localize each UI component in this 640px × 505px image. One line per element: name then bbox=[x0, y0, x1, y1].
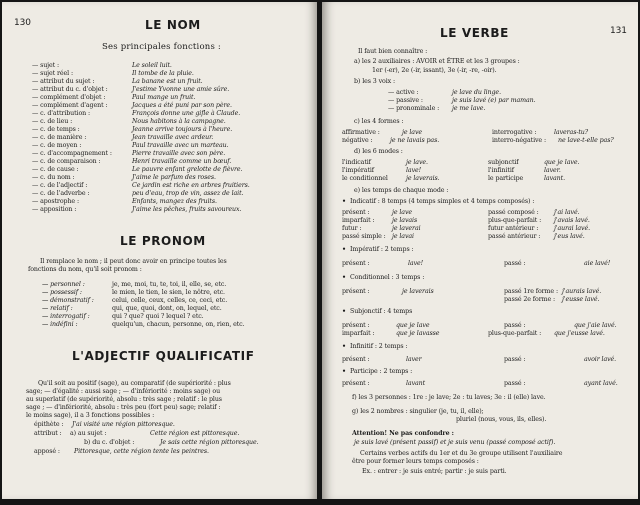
bullet: • bbox=[342, 246, 346, 253]
certains-line: être pour former leurs temps composés : bbox=[352, 458, 479, 465]
mode-label: le conditionnel bbox=[342, 175, 388, 182]
tense-label: futur antérieur : bbox=[488, 225, 539, 232]
pronom-type-examples: qui ? que? quoi ? lequel ? etc. bbox=[112, 313, 204, 320]
exemple-line: Ex. : entrer : je suis entré; partir : je suis parti. bbox=[362, 468, 507, 475]
function-example: peu d'eau, trop de vin, assez de lait. bbox=[132, 190, 244, 197]
personnes-line: f) les 3 personnes : 1re : je lave; 2e : tu laves; 3e : il (elle) lave. bbox=[352, 394, 546, 401]
function-label: — c. de cause : bbox=[32, 166, 79, 173]
forme-label: interro-négative : bbox=[492, 137, 546, 144]
subtitle: Ses principales fonctions : bbox=[102, 42, 221, 52]
formes-title: c) les 4 formes : bbox=[354, 118, 404, 125]
function-label: — c. de l'adverbe : bbox=[32, 190, 90, 197]
function-label: — sujet réel : bbox=[32, 70, 73, 77]
tense-example: je lavais bbox=[392, 217, 418, 224]
tense-label: passé antérieur : bbox=[488, 233, 541, 240]
tense-label: présent : bbox=[342, 380, 370, 387]
nombres-line: g) les 2 nombres : singulier (je, tu, il, elle); bbox=[352, 408, 484, 415]
function-example: Henri travaille comme un bœuf. bbox=[132, 158, 232, 165]
indicatif-title: Indicatif : 8 temps (4 temps simples et 4 temps composés) : bbox=[350, 198, 535, 205]
bullet: • bbox=[342, 274, 346, 281]
function-example: Ce jardin est riche en arbres fruitiers. bbox=[132, 182, 250, 189]
tense-example: lave! bbox=[408, 260, 424, 267]
tense-example: ayant lavé. bbox=[584, 380, 618, 387]
function-example: Paul travaille avec un marteau. bbox=[132, 142, 229, 149]
right-page bbox=[322, 2, 638, 499]
mode-example: je lave. bbox=[406, 159, 428, 166]
function-example: Jeanne arrive toujours à l'heure. bbox=[132, 126, 233, 133]
bullet: • bbox=[342, 343, 346, 350]
tense-example: avoir lavé. bbox=[584, 356, 617, 363]
tense-label: présent : bbox=[342, 209, 370, 216]
tense-example: j'ai lavé. bbox=[554, 209, 580, 216]
function-label: — c. de temps : bbox=[32, 126, 80, 133]
tense-label: présent : bbox=[342, 288, 370, 295]
auxiliaires-line: a) les 2 auxiliaires : AVOIR et ÊTRE et les 3 groupes : bbox=[354, 58, 520, 65]
forme-label: interrogative : bbox=[492, 129, 537, 136]
bullet: • bbox=[342, 308, 346, 315]
function-label: — c. d'accompagnement : bbox=[32, 150, 112, 157]
tense-label: plus-que-parfait : bbox=[488, 217, 542, 224]
tense-label: passé 1re forme : bbox=[504, 288, 558, 295]
tense-label: plus-que-parfait : bbox=[488, 330, 542, 337]
imperatif-title: Impératif : 2 temps : bbox=[350, 246, 414, 253]
pronom-type-label: — indéfini : bbox=[42, 321, 78, 328]
function-label: — c. de comparaison : bbox=[32, 158, 101, 165]
forme-example: laveras-tu? bbox=[554, 129, 589, 136]
attribut-b-example: Je sais cette région pittoresque. bbox=[160, 439, 259, 446]
tense-example: que je lavasse bbox=[396, 330, 440, 337]
function-label: — complément d'objet : bbox=[32, 94, 106, 101]
mode-label: le participe bbox=[488, 175, 524, 182]
adjectif-text-line: sage ; — d'infériorité, absolu : très peu (fort peu) sage; relatif : bbox=[26, 404, 221, 411]
tense-example: laver bbox=[406, 356, 422, 363]
attention-text: je suis lavé (présent passif) et je suis venu (passé composé actif). bbox=[354, 439, 556, 446]
attribut-b-label: b) du c. d'objet : bbox=[84, 439, 135, 446]
tense-example: j'avais lavé. bbox=[554, 217, 590, 224]
attribut-label: attribut : bbox=[34, 430, 62, 437]
voix-label: — pronominale : bbox=[388, 105, 440, 112]
voix-example: je suis lavé (e) par maman. bbox=[452, 97, 536, 104]
function-label: — sujet : bbox=[32, 62, 60, 69]
tense-label: imparfait : bbox=[342, 330, 375, 337]
mode-example: lave! bbox=[406, 167, 422, 174]
tense-example: je lavai bbox=[392, 233, 414, 240]
pronom-type-examples: quelqu'un, chacun, personne, on, rien, etc. bbox=[112, 321, 245, 328]
section-title-pronom: LE PRONOM bbox=[120, 234, 206, 248]
left-page bbox=[2, 2, 317, 499]
pronom-type-examples: qui, que, quoi, dont, on, lequel, etc. bbox=[112, 305, 222, 312]
epithete-label: épithète : bbox=[34, 421, 64, 428]
tense-label: passé simple : bbox=[342, 233, 386, 240]
page-number: 131 bbox=[610, 26, 627, 36]
mode-example: lavant. bbox=[544, 175, 565, 182]
participe-title: Participe : 2 temps : bbox=[350, 368, 413, 375]
pronom-type-examples: je, me, moi, tu, te, toi, il, elle, se, etc. bbox=[112, 281, 227, 288]
pronom-type-label: — relatif : bbox=[42, 305, 73, 312]
tense-label: présent : bbox=[342, 260, 370, 267]
mode-label: l'indicatif bbox=[342, 159, 371, 166]
tense-example: je lave bbox=[392, 209, 413, 216]
attention-heading: Attention! Ne pas confondre : bbox=[352, 430, 454, 437]
voix-example: je me lave. bbox=[452, 105, 486, 112]
voix-example: je lave du linge. bbox=[452, 89, 501, 96]
adjectif-text-line: Qu'il soit au positif (sage), au comparatif (de supériorité : plus bbox=[38, 380, 231, 387]
function-example: J'estime Yvonne une amie sûre. bbox=[132, 86, 230, 93]
tense-example: j'aurais lavé. bbox=[562, 288, 602, 295]
page-number: 130 bbox=[14, 18, 31, 28]
mode-example: laver. bbox=[544, 167, 561, 174]
function-example: Jacques a été puni par son père. bbox=[132, 102, 232, 109]
forme-example: ne lave-t-elle pas? bbox=[558, 137, 614, 144]
tense-example: que j'aie lavé. bbox=[574, 322, 617, 329]
attribut-a-label: a) au sujet : bbox=[70, 430, 107, 437]
appose-label: apposé : bbox=[34, 448, 60, 455]
function-label: — c. de moyen : bbox=[32, 142, 82, 149]
function-label: — apostrophe : bbox=[32, 198, 79, 205]
function-label: — c. d'attribution : bbox=[32, 110, 91, 117]
pronom-intro: Il remplace le nom ; il peut donc avoir en principe toutes les bbox=[40, 258, 227, 265]
adjectif-text-line: au superlatif (de supériorité, absolu : très sage ; relatif : le plus bbox=[26, 396, 222, 403]
tense-label: passé 2e forme : bbox=[504, 296, 556, 303]
function-example: Pierre travaille avec son père. bbox=[132, 150, 226, 157]
function-label: — complément d'agent : bbox=[32, 102, 108, 109]
pronom-intro: fonctions du nom, qu'il soit pronom : bbox=[28, 266, 142, 273]
tense-label: passé : bbox=[504, 322, 526, 329]
tense-example: j'eus lavé. bbox=[554, 233, 585, 240]
function-label: — c. de lieu : bbox=[32, 118, 73, 125]
mode-example: que je lave. bbox=[544, 159, 580, 166]
forme-example: je lave bbox=[402, 129, 423, 136]
tense-example: j'aurai lavé. bbox=[554, 225, 591, 232]
function-label: — apposition : bbox=[32, 206, 77, 213]
function-example: Il tombe de la pluie. bbox=[132, 70, 194, 77]
function-example: La banane est un fruit. bbox=[132, 78, 203, 85]
function-label: — c. de manière : bbox=[32, 134, 87, 141]
tense-example: aie lavé! bbox=[584, 260, 611, 267]
attribut-a-example: Cette région est pittoresque. bbox=[150, 430, 240, 437]
tense-example: que j'eusse lavé. bbox=[554, 330, 605, 337]
section-title-adjectif: L'ADJECTIF QUALIFICATIF bbox=[72, 349, 255, 363]
function-example: Jean travaille avec ardeur. bbox=[132, 134, 214, 141]
mode-label: subjonctif bbox=[488, 159, 519, 166]
voix-label: — active : bbox=[388, 89, 419, 96]
modes-title: d) les 6 modes : bbox=[354, 148, 403, 155]
function-label: — c. de l'adjectif : bbox=[32, 182, 88, 189]
tense-label: passé : bbox=[504, 356, 526, 363]
function-example: Paul mange un fruit. bbox=[132, 94, 196, 101]
infinitif-title: Infinitif : 2 temps : bbox=[350, 343, 408, 350]
function-example: Le soleil luit. bbox=[132, 62, 172, 69]
function-example: François donne une gifle à Claude. bbox=[132, 110, 241, 117]
pronom-type-label: — démonstratif : bbox=[42, 297, 94, 304]
groupes-line: 1er (-er), 2e (-ir, issant), 3e (-ir, -re, -oir). bbox=[372, 67, 497, 74]
pronom-type-examples: le mien, le tien, le sien, le nôtre, etc. bbox=[112, 289, 225, 296]
tense-label: passé : bbox=[504, 260, 526, 267]
bullet: • bbox=[342, 368, 346, 375]
pronom-type-label: — personnel : bbox=[42, 281, 85, 288]
pronom-type-label: — interrogatif : bbox=[42, 313, 90, 320]
function-label: — attribut du c. d'objet : bbox=[32, 86, 108, 93]
conditionnel-title: Conditionnel : 3 temps : bbox=[350, 274, 425, 281]
forme-example: je ne lavais pas. bbox=[390, 137, 440, 144]
adjectif-text-line: le moins sage), il a 3 fonctions possibles : bbox=[26, 412, 155, 419]
forme-label: négative : bbox=[342, 137, 373, 144]
section-title-nom: LE NOM bbox=[145, 18, 201, 32]
tense-label: passé composé : bbox=[488, 209, 539, 216]
appose-example: Pittoresque, cette région tente les peintres. bbox=[74, 448, 209, 455]
tense-example: que je lave bbox=[396, 322, 430, 329]
tense-label: imparfait : bbox=[342, 217, 375, 224]
adjectif-text-line: sage; — d'égalité : aussi sage ; — d'infériorité : moins sage) ou bbox=[26, 388, 221, 395]
temps-title: e) les temps de chaque mode : bbox=[354, 187, 449, 194]
tense-example: lavant bbox=[406, 380, 426, 387]
tense-label: passé : bbox=[504, 380, 526, 387]
tense-example: je laverai bbox=[392, 225, 421, 232]
verbe-intro: Il faut bien connaître : bbox=[358, 48, 428, 55]
epithete-example: J'ai visité une région pittoresque. bbox=[72, 421, 175, 428]
function-label: — attribut du sujet : bbox=[32, 78, 95, 85]
subjonctif-title: Subjonctif : 4 temps bbox=[350, 308, 413, 315]
tense-label: présent : bbox=[342, 322, 370, 329]
tense-example: je laverais bbox=[402, 288, 434, 295]
function-example: Enfants, mangez des fruits. bbox=[132, 198, 217, 205]
function-example: J'aime le parfum des roses. bbox=[132, 174, 216, 181]
forme-label: affirmative : bbox=[342, 129, 380, 136]
function-example: Le pauvre enfant grelotte de fièvre. bbox=[132, 166, 243, 173]
function-label: — c. du nom : bbox=[32, 174, 75, 181]
nombres-line: pluriel (nous, vous, ils, elles). bbox=[456, 416, 547, 423]
section-title-verbe: LE VERBE bbox=[440, 26, 509, 40]
tense-label: présent : bbox=[342, 356, 370, 363]
pronom-type-examples: celui, celle, ceux, celles, ce, ceci, etc. bbox=[112, 297, 228, 304]
tense-example: j'eusse lavé. bbox=[562, 296, 600, 303]
voix-label: — passive : bbox=[388, 97, 423, 104]
pronom-type-label: — possessif : bbox=[42, 289, 82, 296]
tense-label: futur : bbox=[342, 225, 362, 232]
mode-label: l'impératif bbox=[342, 167, 375, 174]
function-example: Nous habitons à la campagne. bbox=[132, 118, 226, 125]
bullet: • bbox=[342, 198, 346, 205]
certains-line: Certains verbes actifs du 1er et du 3e groupe utilisent l'auxiliaire bbox=[360, 450, 563, 457]
voix-title: b) les 3 voix : bbox=[354, 78, 396, 85]
function-example: J'aime les pêches, fruits savoureux. bbox=[132, 206, 242, 213]
mode-label: l'infinitif bbox=[488, 167, 515, 174]
mode-example: je laverais. bbox=[406, 175, 440, 182]
